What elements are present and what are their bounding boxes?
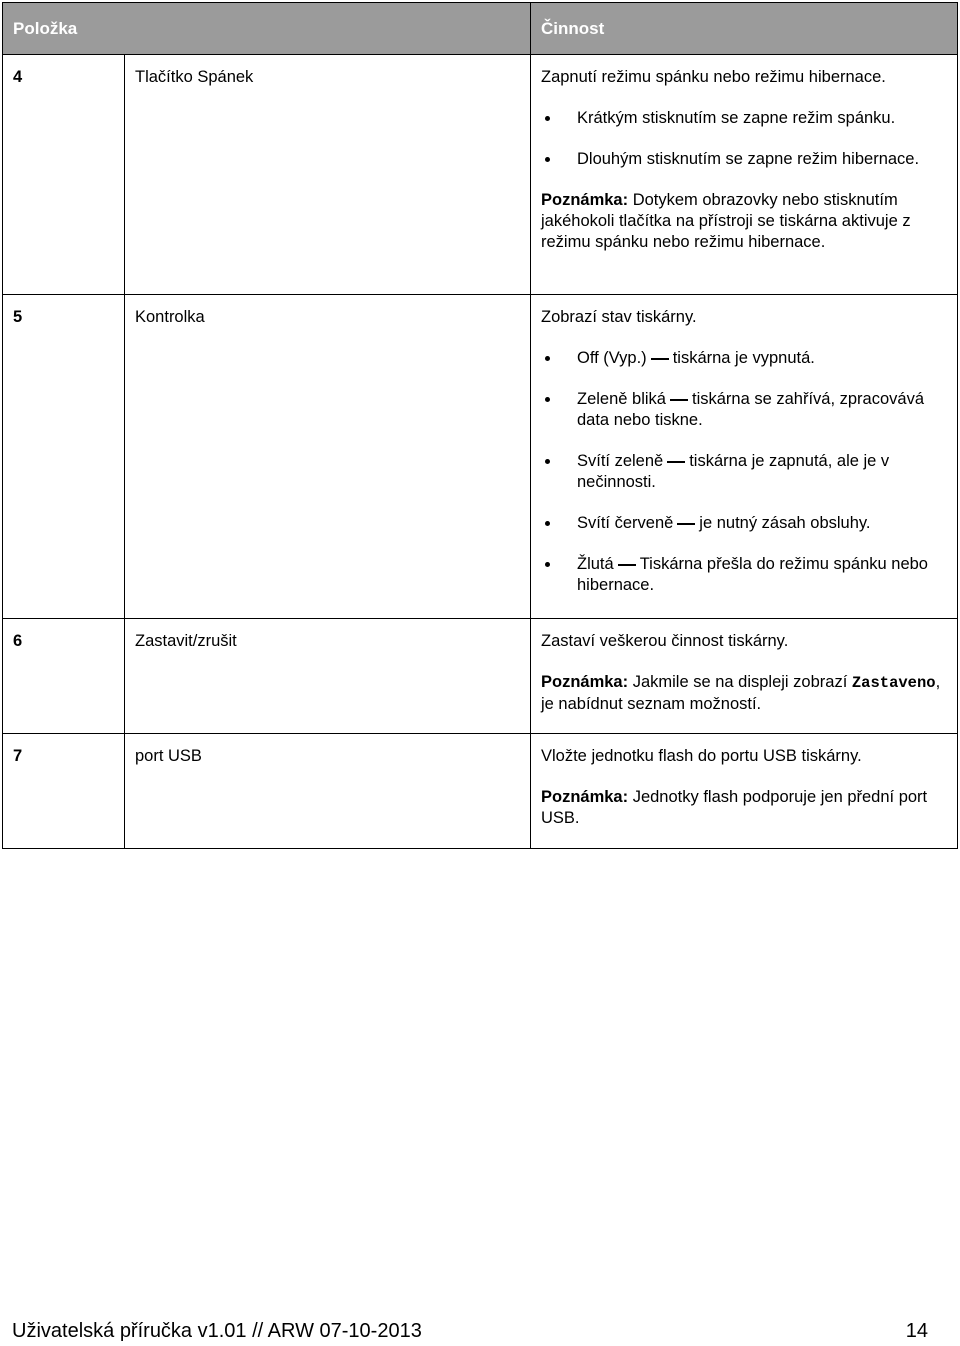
header-item: Položka — [3, 3, 531, 55]
item-action — [531, 55, 956, 294]
item-number: 5 — [3, 295, 125, 618]
action-list — [541, 108, 946, 170]
status-text: je nutný zásah obsluhy. — [699, 514, 871, 532]
item-action — [531, 734, 956, 848]
dash-icon — [677, 523, 695, 525]
action-note — [541, 787, 946, 829]
item-number: 6 — [3, 619, 125, 733]
action-note — [541, 190, 946, 253]
action-intro: Zapnutí režimu spánku nebo režimu hibernace. — [541, 68, 886, 86]
page-footer — [12, 1320, 928, 1343]
list-item — [541, 451, 946, 493]
note-text: Jednotky flash podporuje jen přední port USB. — [541, 788, 928, 827]
footer-title: Uživatelská příručka v1.01 // ARW 07-10-2013 — [12, 1320, 422, 1342]
status-text: Tiskárna přešla do režimu spánku nebo hibernace. — [577, 555, 928, 594]
item-name: Kontrolka — [125, 295, 531, 618]
note-label: Poznámka: — [541, 191, 629, 209]
status-label: Zeleně bliká — [577, 390, 666, 408]
item-name: Tlačítko Spánek — [125, 55, 531, 294]
table-header — [3, 3, 957, 55]
note-label: Poznámka: — [541, 673, 629, 691]
item-number: 7 — [3, 734, 125, 848]
note-label: Poznámka: — [541, 788, 629, 806]
item-name: Zastavit/zrušit — [125, 619, 531, 733]
bullet-icon — [545, 116, 550, 121]
bullet-icon — [545, 459, 550, 464]
display-message: Zastaveno — [851, 674, 936, 692]
table-row — [3, 55, 957, 295]
status-list — [541, 348, 946, 596]
action-intro: Zobrazí stav tiskárny. — [541, 308, 697, 326]
item-number: 4 — [3, 55, 125, 294]
status-label: Svítí zeleně — [577, 452, 664, 470]
bullet-icon — [545, 397, 550, 402]
status-label: Off (Vyp.) — [577, 349, 647, 367]
action-intro: Zastaví veškerou činnost tiskárny. — [541, 632, 789, 650]
status-label: Svítí červeně — [577, 514, 674, 532]
page-number: 14 — [905, 1320, 928, 1342]
action-intro: Vložte jednotku flash do portu USB tiskárny. — [541, 747, 862, 765]
bullet-icon — [545, 521, 550, 526]
status-text: tiskárna se zahřívá, zpracovává data nebo tiskne. — [577, 390, 925, 429]
bullet-icon — [545, 356, 550, 361]
item-action — [531, 619, 956, 733]
dash-icon — [618, 564, 636, 566]
status-text: tiskárna je vypnutá. — [672, 349, 815, 367]
list-item: Krátkým stisknutím se zapne režim spánku. — [541, 108, 946, 129]
dash-icon — [667, 461, 685, 463]
header-action: Činnost — [541, 18, 605, 38]
item-name: port USB — [125, 734, 531, 848]
list-item — [541, 389, 946, 431]
dash-icon — [670, 399, 688, 401]
table-row — [3, 295, 957, 619]
list-item: Dlouhým stisknutím se zapne režim hibernace. — [541, 149, 946, 170]
table-row — [3, 734, 957, 848]
action-note: Poznámka: Jakmile se na displeji zobrazí Zastaveno, je nabídnut seznam možností. — [541, 673, 941, 713]
list-item — [541, 554, 946, 596]
bullet-icon — [545, 562, 550, 567]
item-action — [531, 295, 956, 618]
note-text: Dotykem obrazovky nebo stisknutím jakéhokoli tlačítka na přístroji se tiskárna aktivuje z režimu spánku nebo režimu hibernace. — [541, 191, 911, 251]
items-table — [2, 2, 958, 849]
list-item — [541, 513, 946, 534]
status-label: Žlutá — [577, 555, 614, 573]
bullet-icon — [545, 157, 550, 162]
status-text: tiskárna je zapnutá, ale je v nečinnosti. — [577, 452, 890, 491]
table-row — [3, 619, 957, 734]
list-item — [541, 348, 946, 369]
dash-icon — [651, 358, 669, 360]
